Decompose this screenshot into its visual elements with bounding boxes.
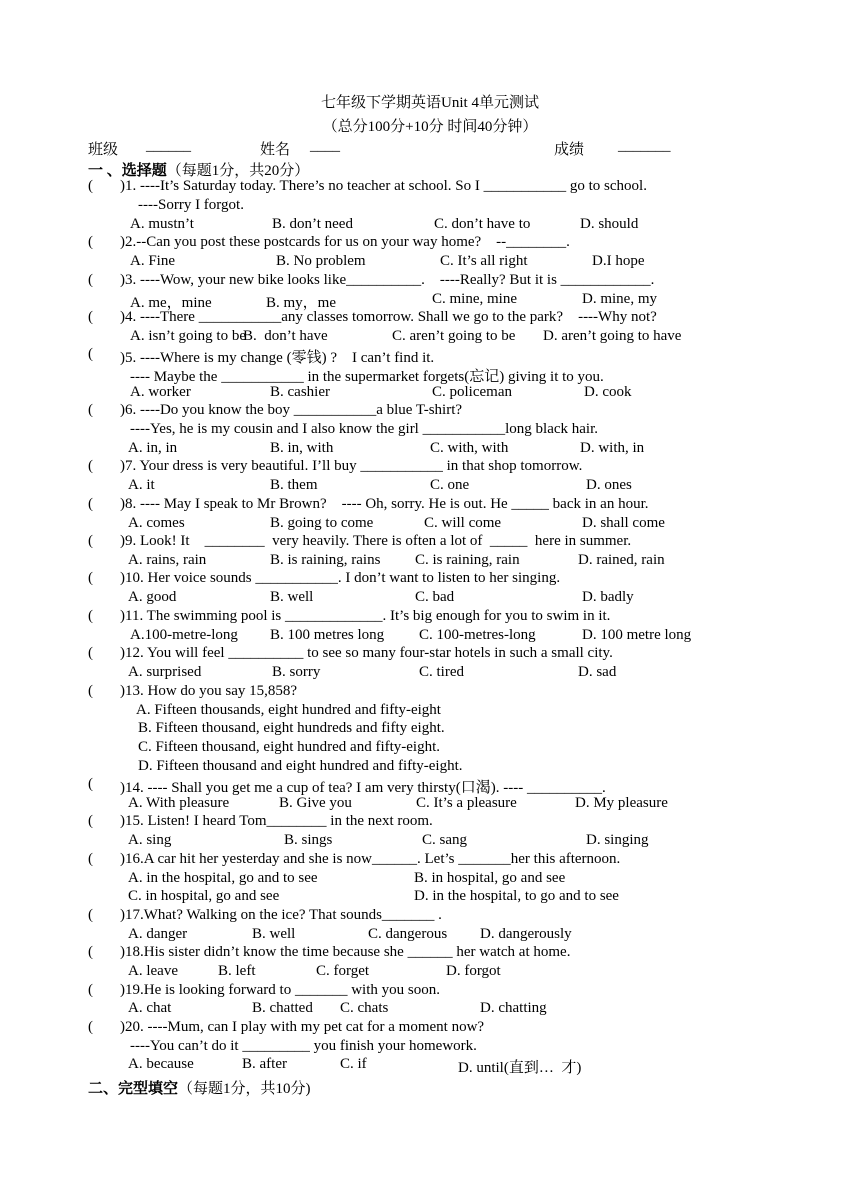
question-option: B. well <box>270 589 314 605</box>
question-option: C. Fifteen thousand, eight hundred and fifty-eight. <box>138 739 441 755</box>
question-option: D. 100 metre long <box>582 627 692 643</box>
question-paren: ( <box>88 608 93 624</box>
question-paren: ( <box>88 851 93 867</box>
class-label: 班级 <box>88 142 119 158</box>
question-option: B. No problem <box>276 253 366 269</box>
question-paren: ( <box>88 982 93 998</box>
question-stem: )18.His sister didn’t know the time because she ______ her watch at home. <box>120 944 571 960</box>
question-option: A. sing <box>128 832 172 848</box>
question-option: C. don’t have to <box>434 216 531 232</box>
question-stem: )1. ----It’s Saturday today. There’s no teacher at school. So I ___________ go to school. <box>120 178 647 194</box>
question-option: C. bad <box>415 589 455 605</box>
question-option: D. badly <box>582 589 634 605</box>
section-1-heading <box>88 159 309 180</box>
section-2-note: （每题1分，共10分) <box>178 1081 311 1097</box>
question-option: A. in the hospital, go and to see <box>128 870 318 886</box>
question-paren: ( <box>88 496 93 512</box>
score-blank: _______ <box>618 138 671 154</box>
question-option: C. sang <box>422 832 467 848</box>
question-followup: ----You can’t do it _________ you finish your homework. <box>130 1038 477 1054</box>
question-option: C. 100-metres-long <box>419 627 536 643</box>
question-option: B. is raining, rains <box>270 552 381 568</box>
question-option: A. because <box>128 1056 194 1072</box>
question-followup: ----Yes, he is my cousin and I also know the girl ___________long black hair. <box>130 421 598 437</box>
question-paren: ( <box>88 346 93 362</box>
question-followup: ---- Maybe the ___________ in the supermarket forgets(忘记) giving it to you. <box>130 369 604 385</box>
page-subtitle: （总分100分+10分 时间40分钟） <box>322 119 538 135</box>
question-stem: )15. Listen! I heard Tom________ in the next room. <box>120 813 433 829</box>
question-stem: )7. Your dress is very beautiful. I’ll buy ___________ in that shop tomorrow. <box>120 458 583 474</box>
question-option: D. should <box>580 216 639 232</box>
question-paren: ( <box>88 907 93 923</box>
question-stem: )8. ---- May I speak to Mr Brown? ---- Oh, sorry. He is out. He _____ back in an hour. <box>120 496 649 512</box>
question-option: D. in the hospital, to go and to see <box>414 888 619 904</box>
question-paren: ( <box>88 683 93 699</box>
question-paren: ( <box>88 402 93 418</box>
question-option: B. in hospital, go and see <box>414 870 566 886</box>
question-option: B. don’t need <box>272 216 353 232</box>
question-option: C. policeman <box>432 384 512 400</box>
question-stem: )11. The swimming pool is _____________. It’s big enough for you to swim in it. <box>120 608 611 624</box>
section-2-heading <box>88 1077 311 1098</box>
question-option: A. surprised <box>128 664 202 680</box>
question-stem: )10. Her voice sounds ___________. I don’t want to listen to her singing. <box>120 570 561 586</box>
question-stem: )13. How do you say 15,858? <box>120 683 298 699</box>
question-option: A. With pleasure <box>128 795 230 811</box>
question-option: D. Fifteen thousand and eight hundred and fifty-eight. <box>138 758 463 774</box>
question-option: D. cook <box>584 384 632 400</box>
question-option: D. My pleasure <box>575 795 668 811</box>
question-option: C. It’s a pleasure <box>416 795 517 811</box>
question-option: D. rained, rain <box>578 552 665 568</box>
question-option: C. chats <box>340 1000 389 1016</box>
question-stem: )17.What? Walking on the ice? That sounds_______ . <box>120 907 442 923</box>
question-option: B. don’t have <box>243 328 328 344</box>
question-paren: ( <box>88 309 93 325</box>
question-option: B. sings <box>284 832 333 848</box>
question-paren: ( <box>88 1019 93 1035</box>
question-stem: )9. Look! It ________ very heavily. There is often a lot of _____ here in summer. <box>120 533 632 549</box>
question-option: B. Fifteen thousand, eight hundreds and fifty eight. <box>138 720 445 736</box>
question-option: C. dangerous <box>368 926 448 942</box>
question-option: A. mustn’t <box>130 216 194 232</box>
question-option: B. 100 metres long <box>270 627 385 643</box>
section-2-number: 二、 <box>88 1081 119 1097</box>
question-option: C. in hospital, go and see <box>128 888 280 904</box>
question-stem: )19.He is looking forward to _______ with you soon. <box>120 982 440 998</box>
question-option: B. left <box>218 963 256 979</box>
question-option: D. forgot <box>446 963 501 979</box>
question-stem: )12. You will feel __________ to see so many four-star hotels in such a small city. <box>120 645 613 661</box>
question-option: B. chatted <box>252 1000 313 1016</box>
question-paren: ( <box>88 533 93 549</box>
question-option: C. mine, mine <box>432 291 517 307</box>
question-option: D. ones <box>586 477 632 493</box>
question-option: D. aren’t going to have <box>543 328 682 344</box>
section-1-number: 一 、 <box>88 163 122 179</box>
question-option: A. it <box>128 477 155 493</box>
question-option: D. shall come <box>582 515 665 531</box>
section-2-title: 完型填空 <box>118 1081 179 1097</box>
question-stem: )16.A car hit her yesterday and she is now______. Let’s _______her this afternoon. <box>120 851 621 867</box>
question-stem: )5. ----Where is my change (零钱) ? I can’t find it. <box>120 350 435 366</box>
question-option: C. one <box>430 477 470 493</box>
name-blank: ____ <box>310 138 340 154</box>
question-stem: )3. ----Wow, your new bike looks like__________. ----Really? But it is ____________. <box>120 272 655 288</box>
question-option: B. my，me <box>266 295 336 311</box>
question-option: D. sad <box>578 664 617 680</box>
question-option: A. leave <box>128 963 178 979</box>
question-option: B. well <box>252 926 296 942</box>
section-1-title: 选择题 <box>121 163 167 179</box>
question-option: D. mine, my <box>582 291 657 307</box>
question-paren: ( <box>88 178 93 194</box>
question-option: A. Fifteen thousands, eight hundred and fifty-eight <box>136 702 441 718</box>
question-stem: )20. ----Mum, can I play with my pet cat for a moment now? <box>120 1019 485 1035</box>
question-option: C. with, with <box>430 440 509 456</box>
question-option: A. worker <box>130 384 191 400</box>
question-paren: ( <box>88 813 93 829</box>
question-paren: ( <box>88 776 93 792</box>
question-option: A.100-metre-long <box>130 627 238 643</box>
question-paren: ( <box>88 272 93 288</box>
question-paren: ( <box>88 234 93 250</box>
question-stem: )2.--Can you post these postcards for us on your way home? --________. <box>120 234 570 250</box>
question-option: B. going to come <box>270 515 374 531</box>
question-stem: )4. ----There ___________any classes tomorrow. Shall we go to the park? ----Why not? <box>120 309 657 325</box>
question-option: C. will come <box>424 515 502 531</box>
question-option: B. cashier <box>270 384 330 400</box>
question-followup: ----Sorry I forgot. <box>138 197 244 213</box>
question-option: D. until(直到… 才) <box>458 1060 582 1076</box>
question-option: D. chatting <box>480 1000 547 1016</box>
question-option: B. them <box>270 477 318 493</box>
question-paren: ( <box>88 570 93 586</box>
question-option: C. aren’t going to be <box>392 328 516 344</box>
question-option: A. in, in <box>128 440 178 456</box>
question-option: B. after <box>242 1056 287 1072</box>
class-blank: ______ <box>146 138 191 154</box>
page-title: 七年级下学期英语Unit 4单元测试 <box>321 95 539 111</box>
question-option: B. Give you <box>279 795 352 811</box>
question-option: A. isn’t going to be <box>130 328 246 344</box>
question-option: A. me，mine <box>130 295 212 311</box>
question-paren: ( <box>88 645 93 661</box>
question-option: C. tired <box>419 664 464 680</box>
question-stem: )6. ----Do you know the boy ___________a blue T-shirt? <box>120 402 463 418</box>
section-1-note: （每题1分，共20分） <box>166 163 310 179</box>
question-option: B. in, with <box>270 440 334 456</box>
question-option: D. with, in <box>580 440 645 456</box>
question-option: C. is raining, rain <box>415 552 520 568</box>
question-paren: ( <box>88 458 93 474</box>
question-option: A. rains, rain <box>128 552 207 568</box>
question-option: A. Fine <box>130 253 175 269</box>
question-option: C. if <box>340 1056 367 1072</box>
question-option: A. good <box>128 589 177 605</box>
question-option: C. forget <box>316 963 370 979</box>
question-option: C. It’s all right <box>440 253 528 269</box>
question-option: B. sorry <box>272 664 321 680</box>
question-option: A. chat <box>128 1000 172 1016</box>
question-option: A. danger <box>128 926 188 942</box>
name-label: 姓名 <box>260 142 291 158</box>
question-option: A. comes <box>128 515 185 531</box>
question-option: D. singing <box>586 832 649 848</box>
question-paren: ( <box>88 944 93 960</box>
question-stem: )14. ---- Shall you get me a cup of tea? I am very thirsty(口渴). ---- __________. <box>120 780 606 796</box>
question-option: D. dangerously <box>480 926 572 942</box>
score-label: 成绩 <box>554 142 585 158</box>
question-option: D.I hope <box>592 253 645 269</box>
